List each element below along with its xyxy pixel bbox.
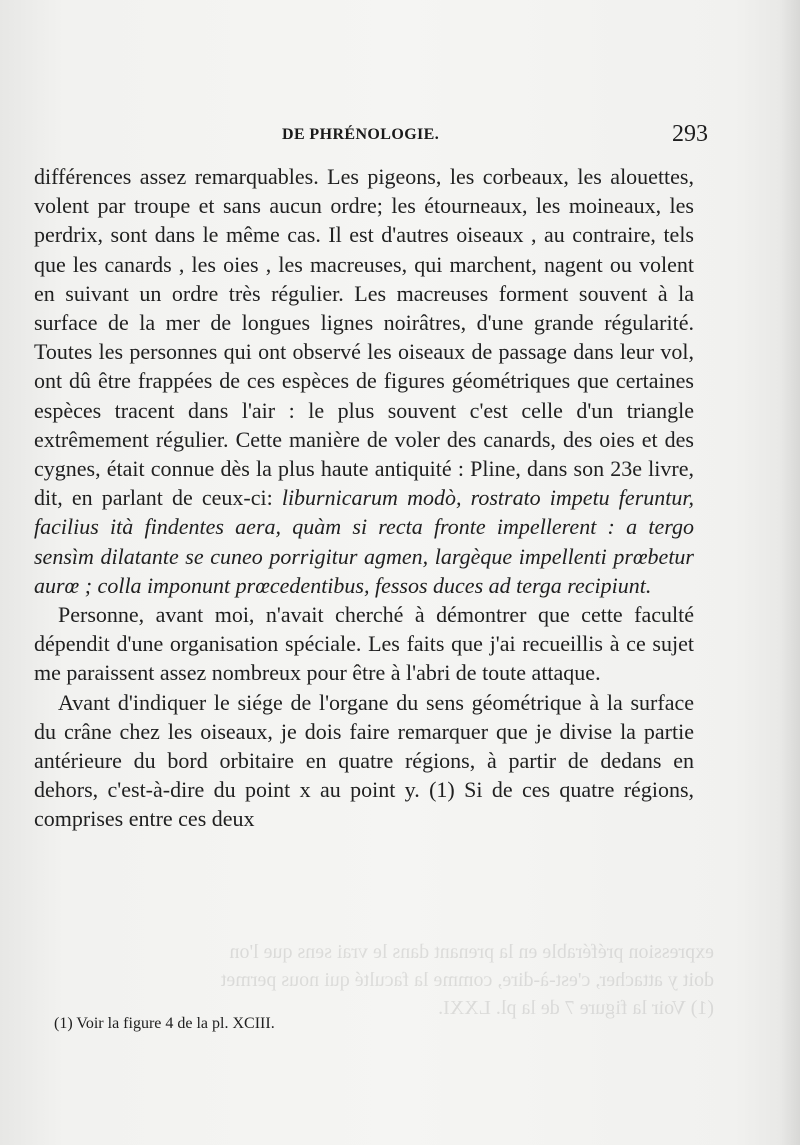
page-number: 293: [672, 121, 708, 147]
show-through-line: (1) Voir la figure 7 de la pl. LXXI.: [438, 997, 714, 1019]
paragraph-3: Avant d'indiquer le siége de l'organe du sens géométrique à la surface du crâne chez les oiseaux, je dois faire remarquer que je divise la partie antérieure du bord orbitaire en quatre régions, à partir de dedans en dehors, c'est-à-dire du point x au point y. (1) Si de ces quatre régions, comprises entre ces deux: [34, 689, 694, 832]
page-header: [34, 116, 708, 150]
paragraph-2: Personne, avant moi, n'avait cherché à démontrer que cette faculté dépendit d'une organisation spéciale. Les faits que j'ai recueillis à ce sujet me paraissent assez nombreux pour être à l'abri de toute attaque.: [34, 602, 694, 686]
footnote: (1) Voir la figure 4 de la pl. XCIII.: [54, 1015, 275, 1032]
show-through-text: [54, 938, 714, 1022]
running-title: DE PHRÉNOLOGIE.: [282, 126, 440, 143]
paragraph-1-text: différences assez remarquables. Les pigeons, les corbeaux, les alouettes, volent par troupe et sans aucun ordre; les étourneaux, les moineaux, les perdrix, sont dans le même cas. Il est d'autres oiseaux , au contraire, tels que les canards , les oies , les macreuses, qui marchent, nagent ou volent en suivant un ordre très régulier. Les macreuses forment souvent à la surface de la mer de longues lignes noirâtres, d'une grande régularité. Toutes les personnes qui ont observé les oiseaux de passage dans leur vol, ont dû être frappées de ces espèces de figures géométriques que certaines espèces tracent dans l'air : le plus souvent c'est celle d'un triangle extrêmement régulier. Cette manière de voler des canards, des oies et des cygnes, était connue dès la plus haute antiquité : Pline, dans son 23e livre, dit, en parlant de ceux-ci:: [34, 164, 694, 511]
show-through-line: doit y attacher, c'est-à-dire, comme la faculté qui nous permet: [220, 969, 714, 991]
show-through-line: expression préférable en la prenant dans le vrai sens que l'on: [229, 941, 714, 963]
main-text: [34, 162, 694, 834]
latin-quotation: liburnicarum modò, rostrato impetu feruntur, facilius ità findentes aera, quàm si recta fronte impellerent : a tergo sensìm dilatante se cuneo porrigitur agmen, largèque impellenti prœbetur aurœ ; colla imponunt prœcedentibus, fessos duces ad terga recipiunt.: [34, 485, 694, 598]
paragraph-1: [34, 162, 694, 600]
